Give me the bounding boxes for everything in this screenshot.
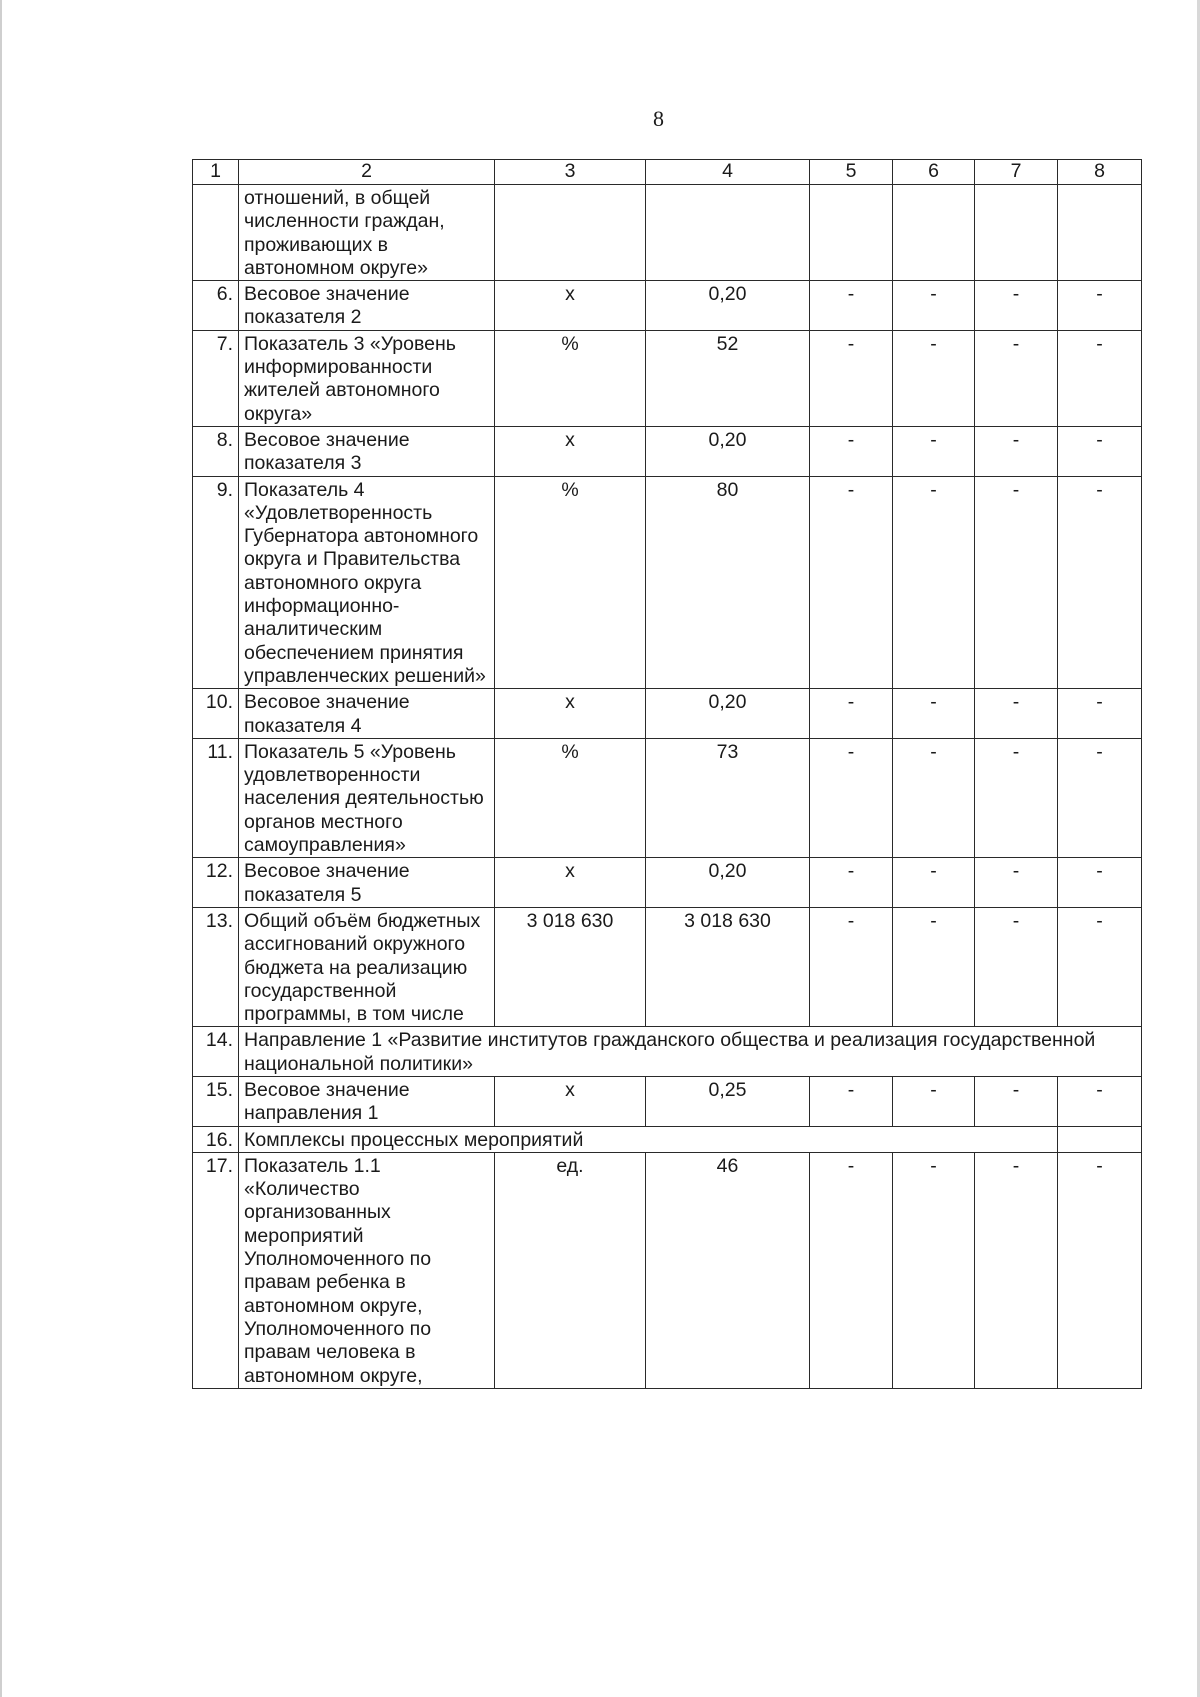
row-unit: х [495, 426, 646, 476]
header-cell: 1 [193, 160, 239, 185]
row-col7: - [975, 689, 1058, 739]
row-name: Весовое значение показателя 4 [239, 689, 495, 739]
row-number: 13. [193, 907, 239, 1026]
row-number: 9. [193, 476, 239, 689]
row-col7: - [975, 1152, 1058, 1388]
row-number: 14. [193, 1027, 239, 1077]
row-col8: - [1058, 281, 1142, 331]
header-cell: 6 [893, 160, 975, 185]
row-value: 0,25 [646, 1076, 810, 1126]
row-number: 15. [193, 1076, 239, 1126]
row-col7: - [975, 907, 1058, 1026]
row-col6: - [893, 281, 975, 331]
table-row [193, 858, 1142, 908]
row-unit [495, 185, 646, 281]
row-name: Весовое значение направления 1 [239, 1076, 495, 1126]
header-cell: 4 [646, 160, 810, 185]
row-col6: - [893, 858, 975, 908]
table-header-row [193, 160, 1142, 185]
scan-edge-left [0, 0, 2, 1697]
row-name: Общий объём бюджетных ассигнований окружного бюджета на реализацию государственной программы, в том числе [239, 907, 495, 1026]
row-value: 0,20 [646, 426, 810, 476]
row-value: 3 018 630 [646, 907, 810, 1026]
section-heading: Направление 1 «Развитие институтов гражданского общества и реализация государственной национальной политики» [239, 1027, 1142, 1077]
row-col6: - [893, 1152, 975, 1388]
row-number [193, 185, 239, 281]
row-unit: % [495, 738, 646, 857]
row-col6: - [893, 907, 975, 1026]
row-col7: - [975, 476, 1058, 689]
table-row [193, 330, 1142, 426]
row-col5: - [810, 738, 893, 857]
row-col7 [975, 185, 1058, 281]
row-col8: - [1058, 426, 1142, 476]
row-unit: х [495, 281, 646, 331]
row-col8 [1058, 185, 1142, 281]
row-number: 6. [193, 281, 239, 331]
row-unit: х [495, 858, 646, 908]
row-number: 16. [193, 1126, 239, 1152]
row-col7: - [975, 426, 1058, 476]
row-col6: - [893, 426, 975, 476]
page-number: 8 [653, 106, 664, 131]
row-unit: 3 018 630 [495, 907, 646, 1026]
row-col5: - [810, 426, 893, 476]
row-number: 11. [193, 738, 239, 857]
header-cell: 8 [1058, 160, 1142, 185]
header-cell: 3 [495, 160, 646, 185]
row-col6: - [893, 476, 975, 689]
table-row [193, 1152, 1142, 1388]
row-name: Весовое значение показателя 2 [239, 281, 495, 331]
row-col5: - [810, 1152, 893, 1388]
row-value: 80 [646, 476, 810, 689]
row-col8: - [1058, 689, 1142, 739]
row-col5: - [810, 476, 893, 689]
table-row [193, 907, 1142, 1026]
row-name: Показатель 4 «Удовлетворенность Губернатора автономного округа и Правительства автономного округа информационно-аналитическим обеспечением принятия управленческих решений» [239, 476, 495, 689]
row-col6: - [893, 1076, 975, 1126]
row-col5 [810, 185, 893, 281]
row-col7: - [975, 281, 1058, 331]
row-name: отношений, в общей численности граждан, проживающих в автономном округе» [239, 185, 495, 281]
row-unit: х [495, 1076, 646, 1126]
row-name: Весовое значение показателя 3 [239, 426, 495, 476]
row-col5: - [810, 689, 893, 739]
row-col8: - [1058, 1152, 1142, 1388]
row-number: 7. [193, 330, 239, 426]
table-row [193, 476, 1142, 689]
row-value: 0,20 [646, 689, 810, 739]
table-row [193, 1126, 1142, 1152]
section-heading: Комплексы процессных мероприятий [239, 1126, 1058, 1152]
row-value: 52 [646, 330, 810, 426]
row-col6: - [893, 738, 975, 857]
table-row [193, 426, 1142, 476]
header-cell: 2 [239, 160, 495, 185]
row-col6: - [893, 689, 975, 739]
row-unit: % [495, 330, 646, 426]
row-col5: - [810, 858, 893, 908]
table-row [193, 738, 1142, 857]
row-name: Показатель 3 «Уровень информированности жителей автономного округа» [239, 330, 495, 426]
header-cell: 5 [810, 160, 893, 185]
row-number: 8. [193, 426, 239, 476]
row-col7: - [975, 330, 1058, 426]
row-number: 12. [193, 858, 239, 908]
row-col7: - [975, 858, 1058, 908]
row-col5: - [810, 1076, 893, 1126]
row-col6: - [893, 330, 975, 426]
row-col8: - [1058, 858, 1142, 908]
row-col8: - [1058, 738, 1142, 857]
row-col8 [1058, 1126, 1142, 1152]
row-value: 73 [646, 738, 810, 857]
table-row [193, 281, 1142, 331]
row-value: 46 [646, 1152, 810, 1388]
table-row [193, 185, 1142, 281]
row-col5: - [810, 281, 893, 331]
row-col5: - [810, 330, 893, 426]
row-col7: - [975, 738, 1058, 857]
row-value: 0,20 [646, 858, 810, 908]
row-col7: - [975, 1076, 1058, 1126]
row-name: Показатель 1.1 «Количество организованных мероприятий Уполномоченного по правам ребенка в автономном округе, Уполномоченного по правам человека в автономном округе, [239, 1152, 495, 1388]
row-unit: % [495, 476, 646, 689]
row-col6 [893, 185, 975, 281]
row-name: Весовое значение показателя 5 [239, 858, 495, 908]
table-row [193, 689, 1142, 739]
indicators-table [192, 159, 1142, 1389]
row-col8: - [1058, 476, 1142, 689]
row-col8: - [1058, 907, 1142, 1026]
row-col8: - [1058, 1076, 1142, 1126]
header-cell: 7 [975, 160, 1058, 185]
row-col8: - [1058, 330, 1142, 426]
table-row [193, 1027, 1142, 1077]
row-name: Показатель 5 «Уровень удовлетворенности населения деятельностью органов местного самоуправления» [239, 738, 495, 857]
row-value [646, 185, 810, 281]
row-col5: - [810, 907, 893, 1026]
row-number: 17. [193, 1152, 239, 1388]
row-unit: ед. [495, 1152, 646, 1388]
row-unit: х [495, 689, 646, 739]
table-row [193, 1076, 1142, 1126]
row-value: 0,20 [646, 281, 810, 331]
row-number: 10. [193, 689, 239, 739]
